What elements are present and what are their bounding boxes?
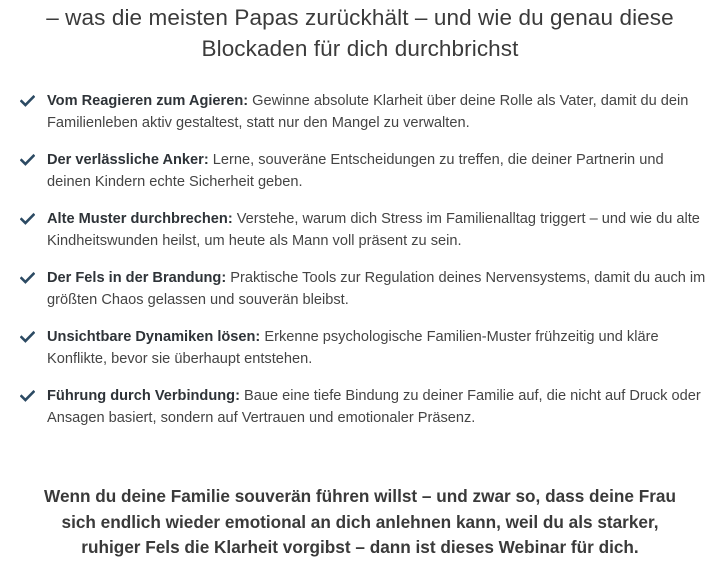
benefit-text: Praktische Tools zur Regulation deines Nervensystems, damit du auch im größten Chaos gelassen und souverän bleibst. [47, 270, 706, 308]
benefit-title: Unsichtbare Dynamiken lösen: [47, 329, 261, 345]
benefit-item [20, 90, 710, 149]
check-icon [20, 154, 35, 166]
benefit-item [20, 149, 710, 208]
closing-line-2: sich endlich wieder emotional an dich anlehnen kann, weil du als starker, [61, 511, 659, 532]
benefit-text: Erkenne psychologische Familien-Muster frühzeitig und kläre Konflikte, bevor sie überhaupt entstehen. [47, 329, 659, 367]
check-icon [20, 272, 35, 284]
benefit-text: Lerne, souveräne Entscheidungen zu treffen, die deiner Partnerin und deinen Kindern echte Sicherheit geben. [47, 152, 664, 190]
benefit-list [20, 90, 710, 444]
closing-line-3: ruhiger Fels die Klarheit vorgibst – dann ist dieses Webinar für dich. [81, 537, 639, 557]
closing-line-1: Wenn du deine Familie souverän führen willst – und zwar so, dass deine Frau [44, 486, 676, 506]
benefit-item [20, 385, 710, 444]
benefit-title: Vom Reagieren zum Agieren: [47, 93, 249, 109]
closing-statement [0, 484, 720, 561]
check-icon [20, 390, 35, 402]
check-icon [20, 95, 35, 107]
benefit-item [20, 267, 710, 326]
benefit-item [20, 326, 710, 385]
benefit-text: Baue eine tiefe Bindung zu deiner Familie auf, die nicht auf Druck oder Ansagen basiert, sondern auf Vertrauen und emotionaler Präsenz. [47, 388, 701, 426]
benefit-text: Verstehe, warum dich Stress im Familienalltag triggert – und wie du alte Kindheitswunden heilst, um heute als Mann voll präsent zu sein. [47, 211, 700, 249]
heading-line-2: Blockaden für dich durchbrichst [201, 36, 519, 61]
check-icon [20, 331, 35, 343]
benefit-text: Gewinne absolute Klarheit über deine Rolle als Vater, damit du dein Familienleben aktiv gestaltest, statt nur den Mangel zu verwalten. [47, 93, 689, 131]
section-heading [0, 0, 720, 64]
heading-line-1: – was die meisten Papas zurückhält – und wie du genau diese [46, 5, 674, 30]
benefit-title: Der verlässliche Anker: [47, 152, 209, 168]
benefit-title: Führung durch Verbindung: [47, 388, 240, 404]
benefit-title: Alte Muster durchbrechen: [47, 211, 233, 227]
benefit-item [20, 208, 710, 267]
check-icon [20, 213, 35, 225]
benefit-title: Der Fels in der Brandung: [47, 270, 227, 286]
